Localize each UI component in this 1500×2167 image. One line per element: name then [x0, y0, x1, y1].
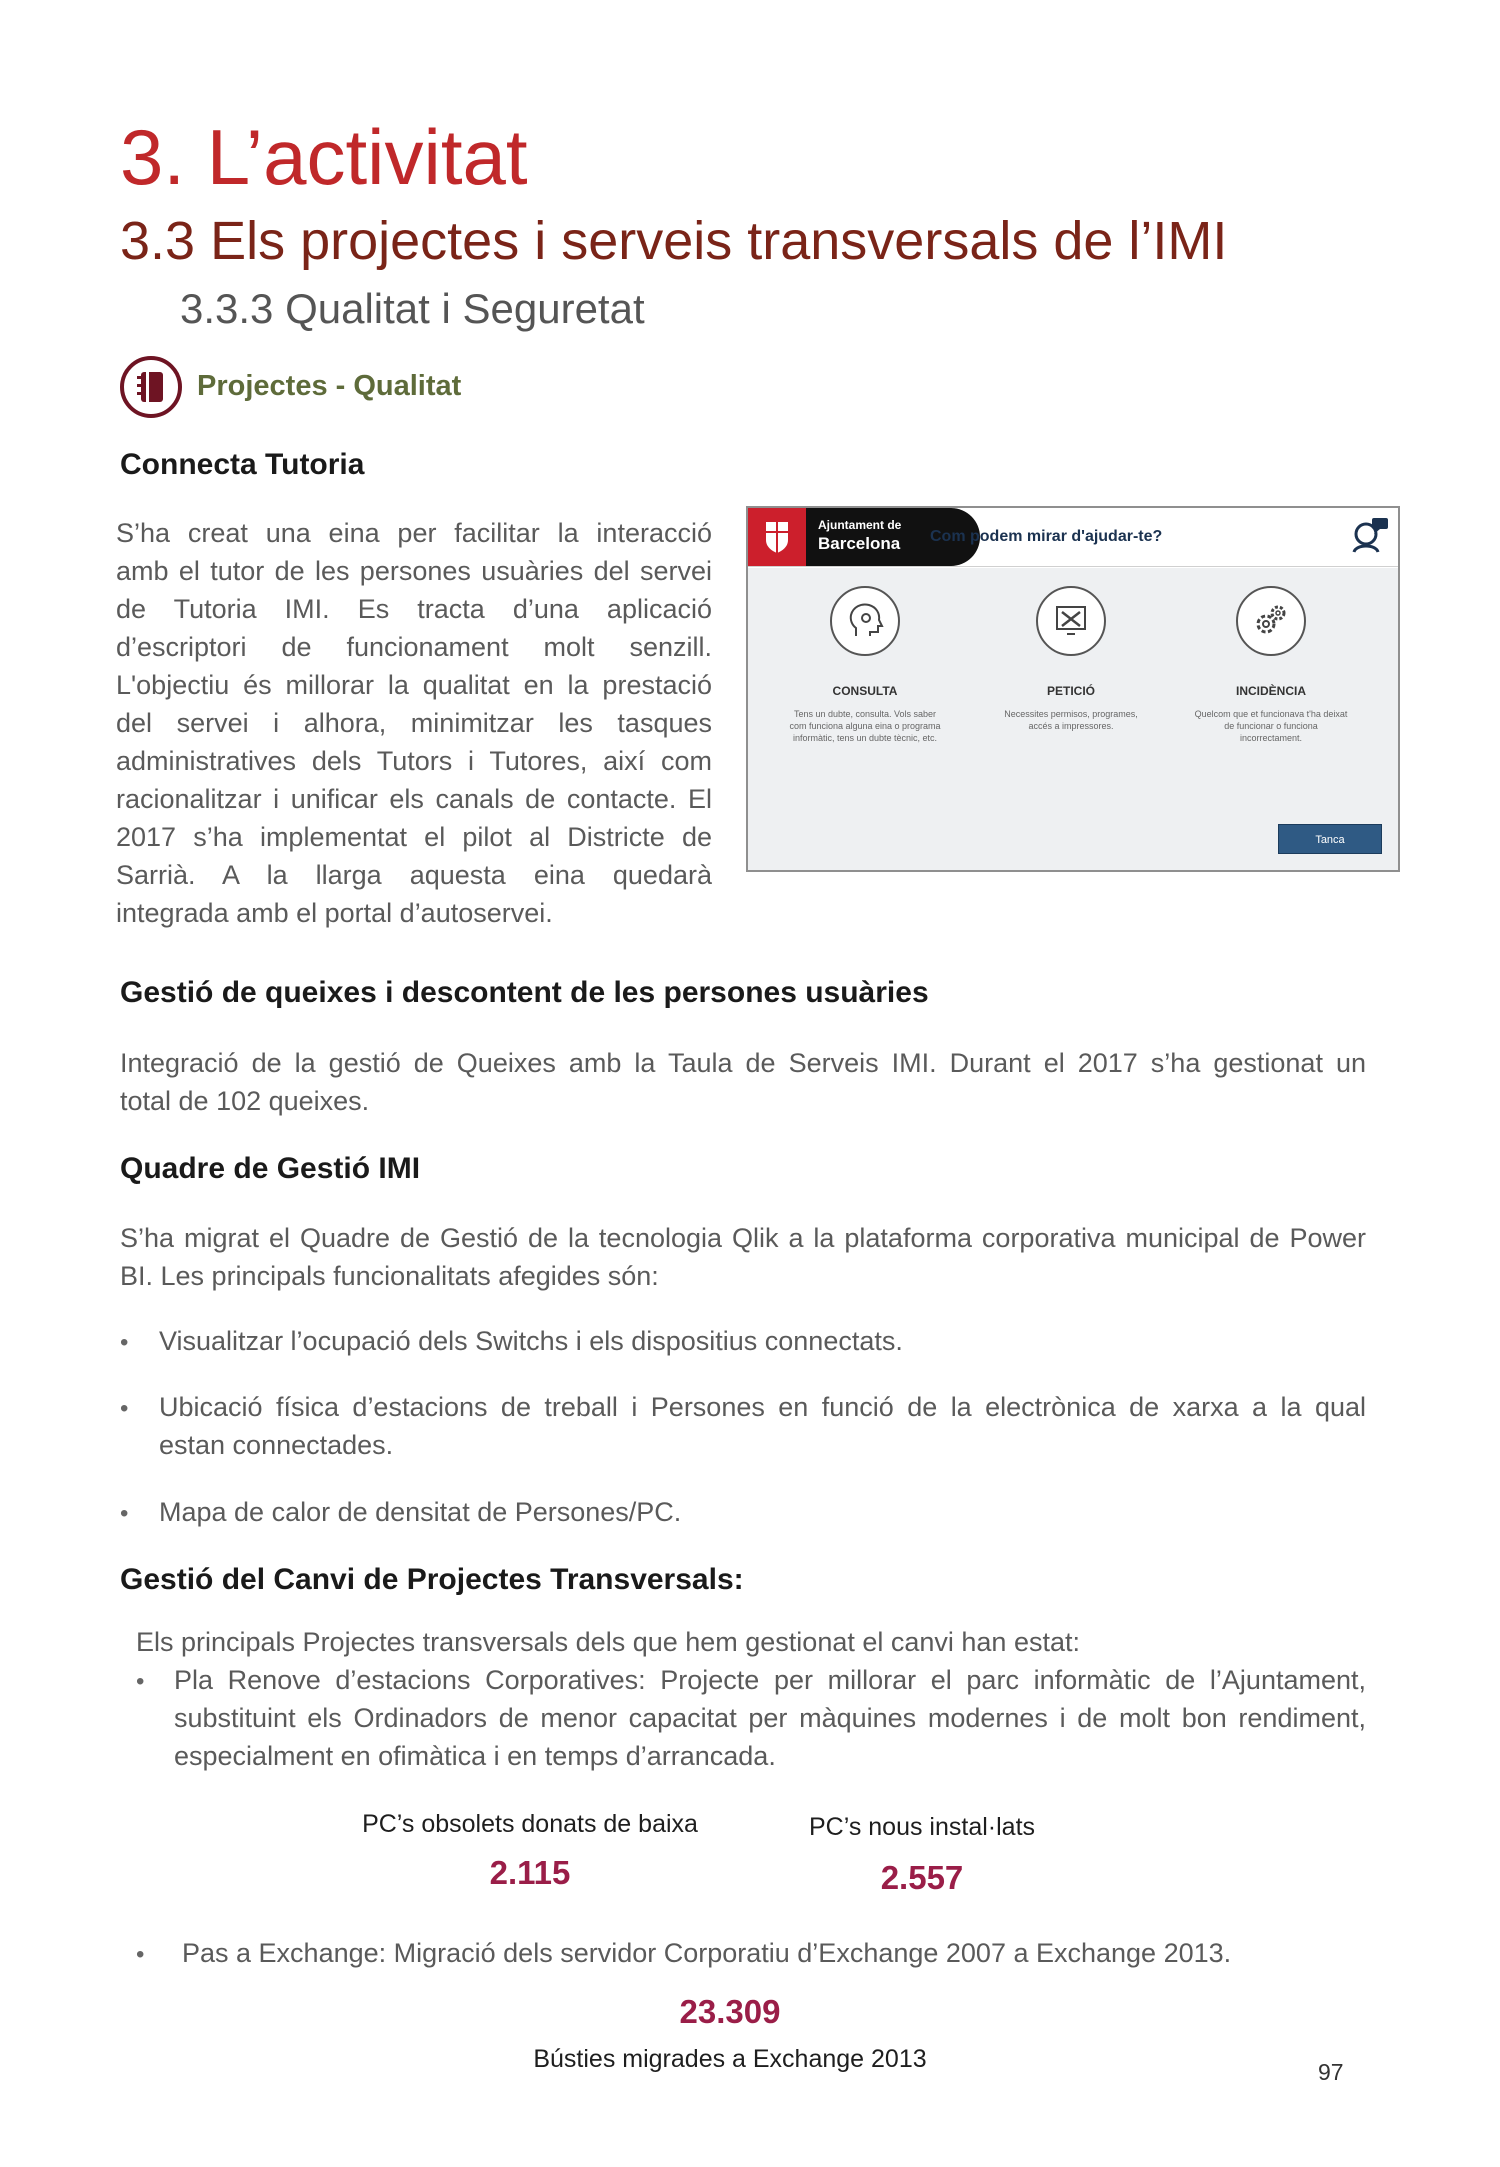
text-line: 2017 s’ha implementat el pilot al Districte de — [116, 822, 712, 852]
section-title: 3.3 Els projectes i serveis transversals de l’IMI — [120, 211, 1228, 271]
head-question-icon — [830, 586, 900, 656]
text-line: estan connectades. — [159, 1430, 394, 1460]
help-question: Com podem mirar d'ajudar-te? — [930, 528, 1163, 545]
exchange-bullet: Pas a Exchange: Migració dels servidor Corporatiu d’Exchange 2007 a Exchange 2013. — [182, 1938, 1232, 1968]
notebook-icon — [120, 356, 182, 418]
gears-icon — [1236, 586, 1306, 656]
text-line: total de 102 queixes. — [120, 1086, 370, 1116]
connecta-tutoria-screenshot — [746, 506, 1400, 872]
bullet-marker: • — [120, 1500, 129, 1527]
bullet-marker: • — [120, 1329, 129, 1356]
barcelona-shield-icon — [748, 508, 806, 566]
stat-obsolete-label: PC’s obsolets donats de baixa — [362, 1810, 698, 1838]
text-line: Visualitzar l’ocupació dels Switchs i els dispositius connectats. — [159, 1326, 903, 1356]
text-line: substituint els Ordinadors de menor capacitat per màquines modernes i de molt bon rendiment, — [174, 1703, 1366, 1733]
app-header — [748, 508, 1398, 567]
option-title: INCIDÈNCIA — [1235, 684, 1306, 698]
option-consulta[interactable] — [770, 586, 960, 744]
option-peticio[interactable] — [976, 586, 1166, 732]
text-line: Mapa de calor de densitat de Persones/PC. — [159, 1497, 682, 1527]
option-incidencia[interactable] — [1176, 586, 1366, 744]
bullet-item — [174, 1661, 1366, 1775]
close-button[interactable]: Tanca — [1278, 824, 1382, 854]
page-number: 97 — [1318, 2059, 1344, 2085]
text-line: Integració de la gestió de Queixes amb la Taula de Serveis IMI. Durant el 2017 s’ha gestionat un — [120, 1048, 1366, 1078]
option-description: Necessites permisos, programes, accés a impressores. — [1004, 709, 1138, 731]
project-category-label: Projectes - Qualitat — [197, 370, 462, 402]
logo-line1: Ajuntament de — [818, 518, 902, 532]
connecta-tutoria-text — [116, 514, 712, 932]
stat-exchange-value: 23.309 — [679, 1993, 781, 2030]
text-line: de Tutoria IMI. Es tracta d’una aplicació — [116, 594, 712, 624]
option-description: Tens un dubte, consulta. Vols saber com funciona alguna eina o programa informàtic, tens un dubte tècnic, etc. — [789, 709, 941, 743]
stat-new-label: PC’s nous instal·lats — [808, 1813, 1036, 1841]
quadre-heading: Quadre de Gestió IMI — [120, 1152, 421, 1185]
text-line: Ubicació física d’estacions de treball i Persones en funció de la electrònica de xarxa a la qual — [159, 1392, 1366, 1422]
bullet-item — [159, 1493, 1366, 1531]
text-line: integrada amb el portal d’autoservei. — [116, 898, 553, 928]
option-title: CONSULTA — [832, 684, 898, 698]
quadre-text — [120, 1219, 1366, 1295]
stat-obsolete-value: 2.115 — [489, 1854, 571, 1891]
queixes-heading: Gestió de queixes i descontent de les persones usuàries — [120, 976, 929, 1009]
text-line: Pla Renove d’estacions Corporatives: Projecte per millorar el parc informàtic de l’Ajuntament, — [174, 1665, 1366, 1695]
bullet-marker: • — [136, 1668, 145, 1695]
text-line: BI. Les principals funcionalitats afegides són: — [120, 1261, 659, 1291]
text-line: administratives dels Tutors i Tutores, així com — [116, 746, 712, 776]
text-line: amb el tutor de les persones usuàries del servei — [116, 556, 712, 586]
text-line: L'objectiu és millorar la qualitat en la prestació — [116, 670, 712, 700]
stat-new-value: 2.557 — [880, 1859, 964, 1896]
chapter-title: 3. L’activitat — [120, 113, 528, 201]
text-line: S’ha migrat el Quadre de Gestió de la tecnologia Qlik a la plataforma corporativa municipal de Power — [120, 1223, 1366, 1253]
text-line: Sarrià. A la llarga aquesta eina quedarà — [116, 860, 712, 890]
bullet-item — [159, 1388, 1366, 1464]
queixes-text — [120, 1044, 1366, 1120]
option-description: Quelcom que et funcionava t'ha deixat de funcionar o funciona incorrectament. — [1194, 709, 1348, 743]
option-title: PETICIÓ — [1046, 684, 1095, 698]
subsection-title: 3.3.3 Qualitat i Seguretat — [180, 285, 645, 332]
stat-exchange-label: Bústies migrades a Exchange 2013 — [533, 2045, 927, 2073]
bullet-item — [159, 1322, 1366, 1360]
bullet-marker: • — [136, 1941, 145, 1968]
logo-line2: Barcelona — [818, 534, 901, 553]
connecta-tutoria-heading: Connecta Tutoria — [120, 448, 365, 481]
app-body — [748, 568, 1398, 870]
text-line: del servei i alhora, minimitzar les tasques — [116, 708, 712, 738]
canvi-heading: Gestió del Canvi de Projectes Transversals: — [120, 1563, 744, 1596]
text-line: S’ha creat una eina per facilitar la interacció — [116, 518, 712, 548]
tools-icon — [1036, 586, 1106, 656]
text-line: especialment en ofimàtica i en temps d’arrancada. — [174, 1741, 776, 1771]
bullet-marker: • — [120, 1395, 129, 1422]
text-line: racionalitzar i unificar els canals de contacte. El — [116, 784, 712, 814]
text-line: d’escriptori de funcionament molt senzill. — [116, 632, 712, 662]
canvi-intro: Els principals Projectes transversals dels que hem gestionat el canvi han estat: — [136, 1627, 1080, 1657]
support-agent-icon[interactable] — [1346, 512, 1392, 563]
